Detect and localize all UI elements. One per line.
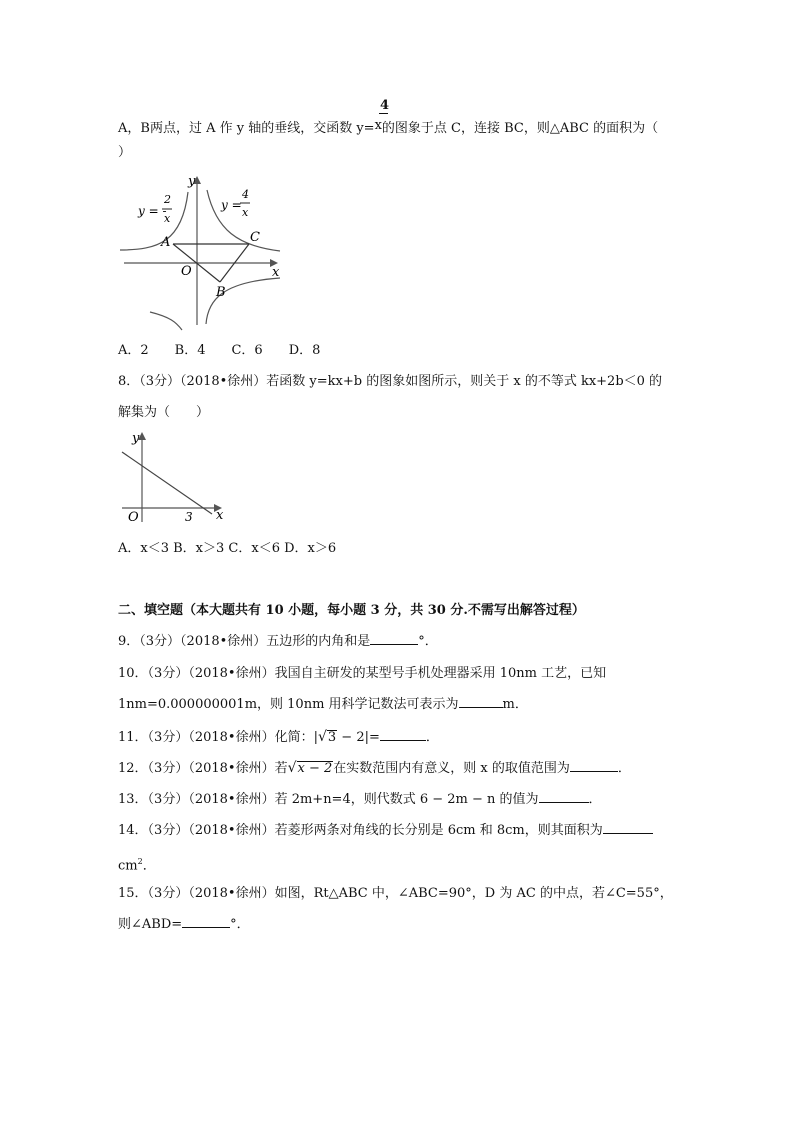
point-b-label: B <box>216 285 226 300</box>
q10-line1: 10．（3分）（2018•徐州）我国自主研发的某型号手机处理器采用 10nm 工艺，已知 <box>118 666 607 681</box>
tick-3-label: 3 <box>185 510 193 524</box>
q15-line1: 15．（3分）（2018•徐州）如图，Rt△ABC 中，∠ABC=90°，D 为 AC 的中点，若∠C=55°， <box>118 886 673 901</box>
answer-blank[interactable] <box>603 833 653 834</box>
q7-line2: ） <box>118 145 132 160</box>
section-title: 二、填空题（本大题共有 10 小题，每小题 3 分，共 30 分.不需写出解答过程） <box>118 603 585 618</box>
sqrt-radicand: 3 <box>327 730 337 745</box>
q13: 13．（3分）（2018•徐州）若 2m+n=4，则代数式 6 − 2m − n 的值为 ． <box>118 792 602 807</box>
point-c-label: C <box>250 230 260 245</box>
fraction-denominator: x <box>374 118 382 133</box>
q8-line2: 解集为（ ） <box>118 405 210 420</box>
q8-linear-graph <box>118 430 228 525</box>
fraction-bar <box>379 113 388 114</box>
answer-blank[interactable] <box>370 644 418 645</box>
q7-line1: A，B两点，过 A 作 y 轴的垂线，交函数 y=x的图象于点 C，连接 BC，则△ABC 的面积为（ <box>118 118 659 136</box>
axis-y-label: y <box>188 174 196 189</box>
q10-line2: 1nm=0.000000001m，则 10nm 用科学记数法可表示为 m． <box>118 697 528 712</box>
answer-blank[interactable] <box>570 771 618 772</box>
label-right-den: x <box>242 206 249 219</box>
q7-hyperbola-graph <box>118 172 288 332</box>
q11: 11．（3分）（2018•徐州）化简：|√3 − 2|= ． <box>118 729 439 745</box>
axis-x-label: x <box>216 508 224 523</box>
axis-y-label: y <box>132 431 140 446</box>
answer-blank[interactable] <box>182 927 230 928</box>
label-left-num: 2 <box>164 193 171 206</box>
q14-line1: 14．（3分）（2018•徐州）若菱形两条对角线的长分别是 6cm 和 8cm，则其面积为 <box>118 823 653 839</box>
q14-line2: $cm^2$． <box>118 857 156 874</box>
label-right-eq: y = <box>221 198 242 212</box>
origin-label: O <box>128 510 139 525</box>
label-left-eq: y = - <box>138 204 167 218</box>
answer-blank[interactable] <box>539 802 589 803</box>
answer-blank[interactable] <box>459 707 503 708</box>
q8-line1: 8．（3分）（2018•徐州）若函数 y=kx+b 的图象如图所示，则关于 x 的不等式 kx+2b＜0 的 <box>118 374 663 389</box>
label-right-num: 4 <box>242 188 249 201</box>
point-a-label: A <box>161 235 171 250</box>
q9: 9．（3分）（2018•徐州）五边形的内角和是 °． <box>118 634 438 649</box>
answer-blank[interactable] <box>380 740 426 741</box>
q8-options: A．x＜3 B．x＞3 C．x＜6 D．x＞6 <box>118 541 337 556</box>
axis-x-label: x <box>272 265 280 280</box>
q7-options: A．2 B．4 C．6 D．8 <box>118 343 321 358</box>
fraction-numerator: 4 <box>380 98 390 113</box>
sqrt-radicand: x − 2 <box>297 761 333 776</box>
q12: 12．（3分）（2018•徐州）若√x − 2在实数范围内有意义，则 x 的取值范围为 ． <box>118 760 631 776</box>
origin-label: O <box>181 264 192 279</box>
q15-line2: 则∠ABD= °． <box>118 917 250 932</box>
label-left-den: x <box>164 212 171 225</box>
